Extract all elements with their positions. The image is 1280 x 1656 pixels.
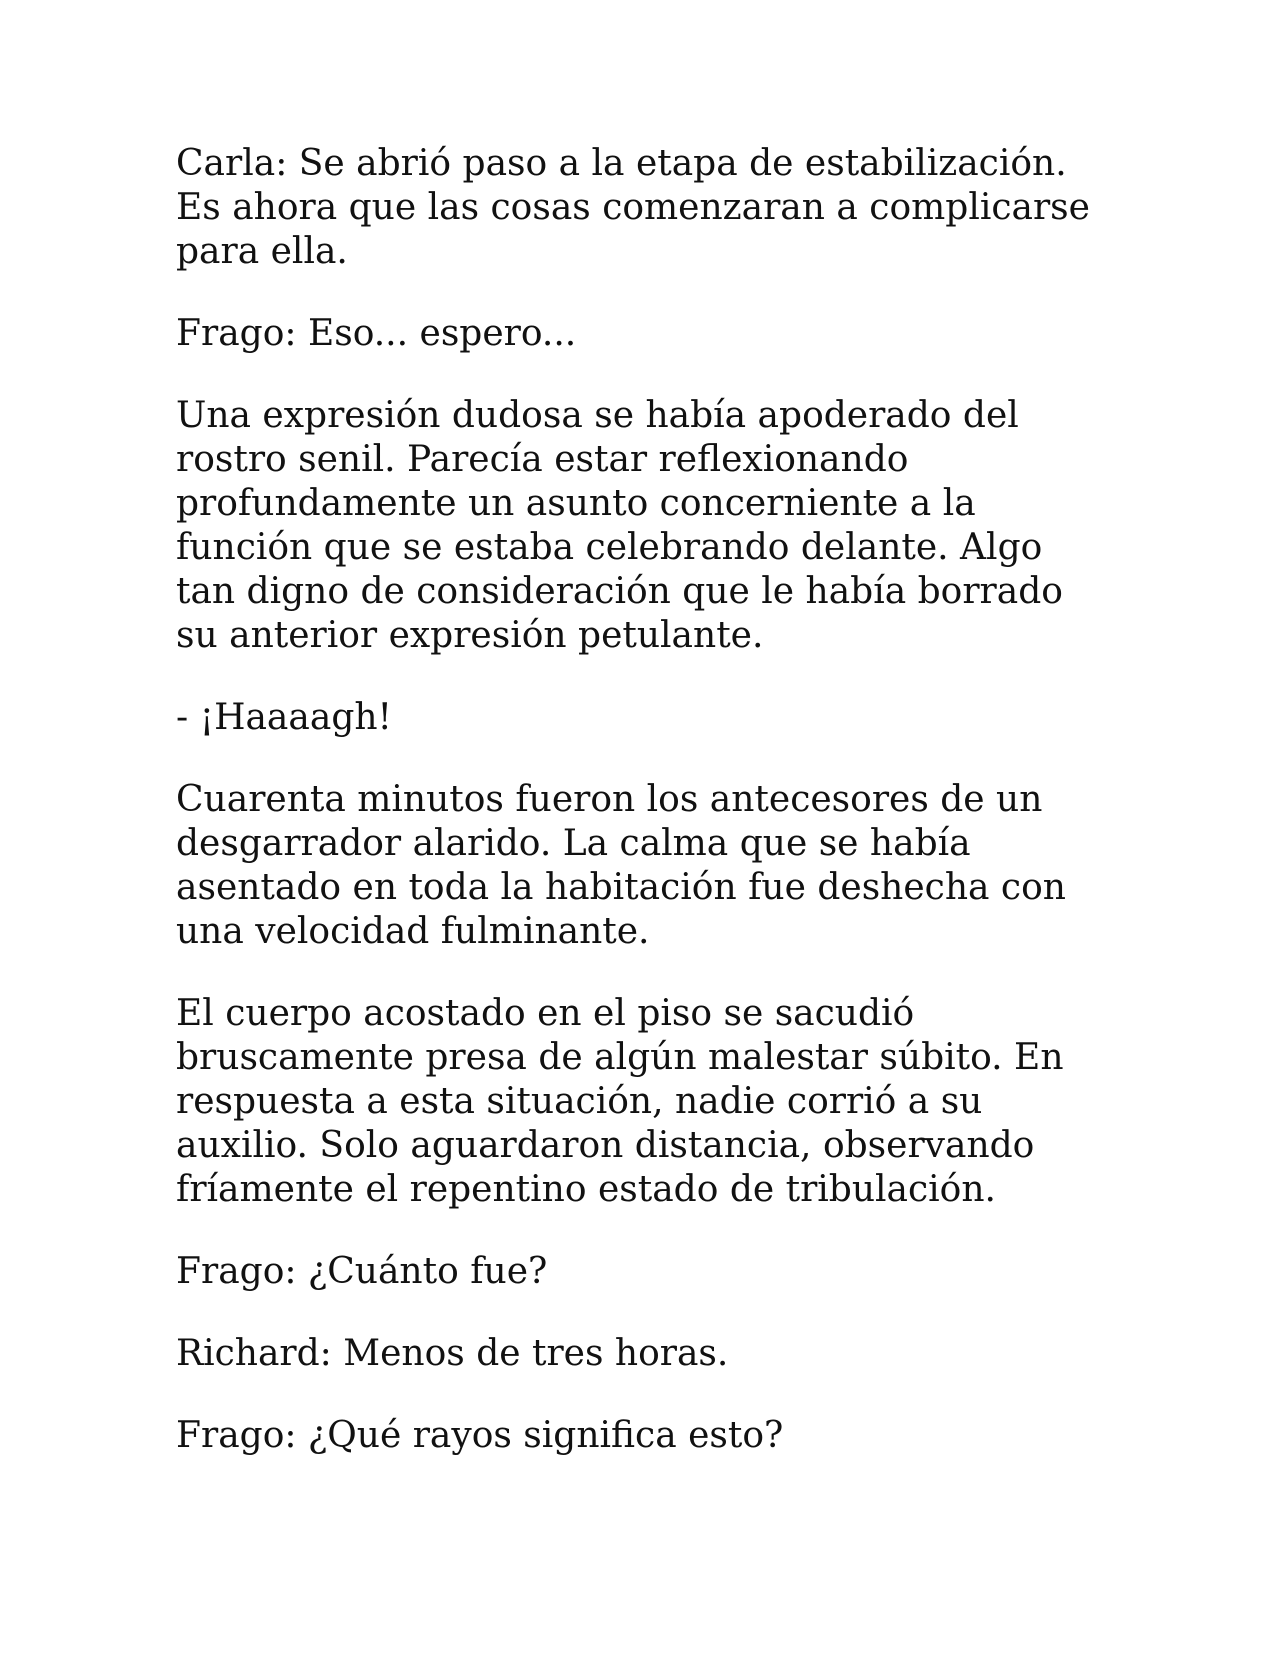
text-line: profundamente un asunto concerniente a la [176,483,976,524]
paragraph-narration-2 [176,778,1096,954]
text-line: Richard: Menos de tres horas. [176,1333,729,1374]
text-line: auxilio. Solo aguardaron distancia, observando [176,1125,1035,1166]
paragraph-narration-3 [176,992,1096,1212]
text-line: asentado en toda la habitación fue deshecha con [176,867,1066,908]
text-line: Frago: ¿Qué rayos significa esto? [176,1415,784,1456]
paragraph-carla [176,142,1096,274]
text-line: su anterior expresión petulante. [176,615,764,656]
text-line: Frago: ¿Cuánto fue? [176,1251,548,1292]
text-line: Carla: Se abrió paso a la etapa de estabilización. [176,143,1067,184]
text-line: bruscamente presa de algún malestar súbito. En [176,1037,1064,1078]
text-line: Una expresión dudosa se había apoderado del [176,395,1019,436]
document-page [176,142,1096,1496]
text-line: función que se estaba celebrando delante. Algo [176,527,1043,568]
text-line: Es ahora que las cosas comenzaran a complicarse [176,187,1090,228]
text-line: rostro senil. Parecía estar reflexionando [176,439,909,480]
paragraph-richard [176,1332,1096,1376]
text-line: - ¡Haaaagh! [176,697,393,738]
paragraph-frago-1 [176,312,1096,356]
text-line: Cuarenta minutos fueron los antecesores de un [176,779,1043,820]
text-line: respuesta a esta situación, nadie corrió a su [176,1081,983,1122]
paragraph-frago-2 [176,1250,1096,1294]
paragraph-frago-3 [176,1414,1096,1458]
text-line: El cuerpo acostado en el piso se sacudió [176,993,915,1034]
text-line: Frago: Eso... espero... [176,313,577,354]
paragraph-narration-1 [176,394,1096,658]
text-line: desgarrador alarido. La calma que se había [176,823,971,864]
text-line: fríamente el repentino estado de tribulación. [176,1169,996,1210]
text-line: tan digno de consideración que le había borrado [176,571,1063,612]
text-line: una velocidad fulminante. [176,911,650,952]
paragraph-scream [176,696,1096,740]
text-line: para ella. [176,231,348,272]
